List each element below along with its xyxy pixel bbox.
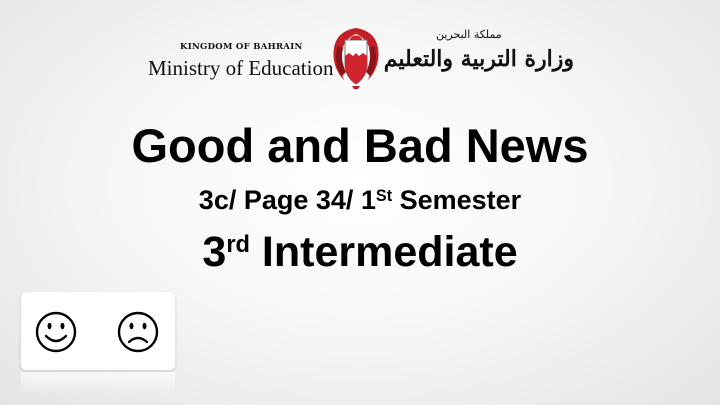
slide-title: Good and Bad News	[131, 119, 589, 172]
ministry-header	[0, 22, 720, 92]
faces-card	[21, 292, 175, 370]
arabic-ministry-label: وزارة التربية والتعليم	[383, 46, 574, 72]
kingdom-label: KINGDOM OF BAHRAIN	[180, 42, 303, 52]
subtitle-ordinal: St	[375, 187, 393, 205]
sad-face-icon	[117, 311, 159, 353]
slide-subtitle	[0, 185, 720, 216]
faces-card-reflection	[21, 372, 175, 394]
grade-ordinal: rd	[226, 232, 250, 258]
grade-number: 3	[202, 228, 227, 276]
grade-text: Intermediate	[249, 228, 518, 276]
subtitle-suffix: Semester	[392, 185, 522, 215]
subtitle-prefix: 3c/ Page 34/ 1	[198, 185, 376, 215]
smiley-face-icon	[35, 311, 77, 353]
arabic-kingdom-label: مملكة البحرين	[436, 28, 502, 41]
grade-label	[0, 228, 720, 277]
bahrain-emblem-icon	[330, 26, 382, 90]
ministry-label: Ministry of Education	[148, 56, 334, 80]
